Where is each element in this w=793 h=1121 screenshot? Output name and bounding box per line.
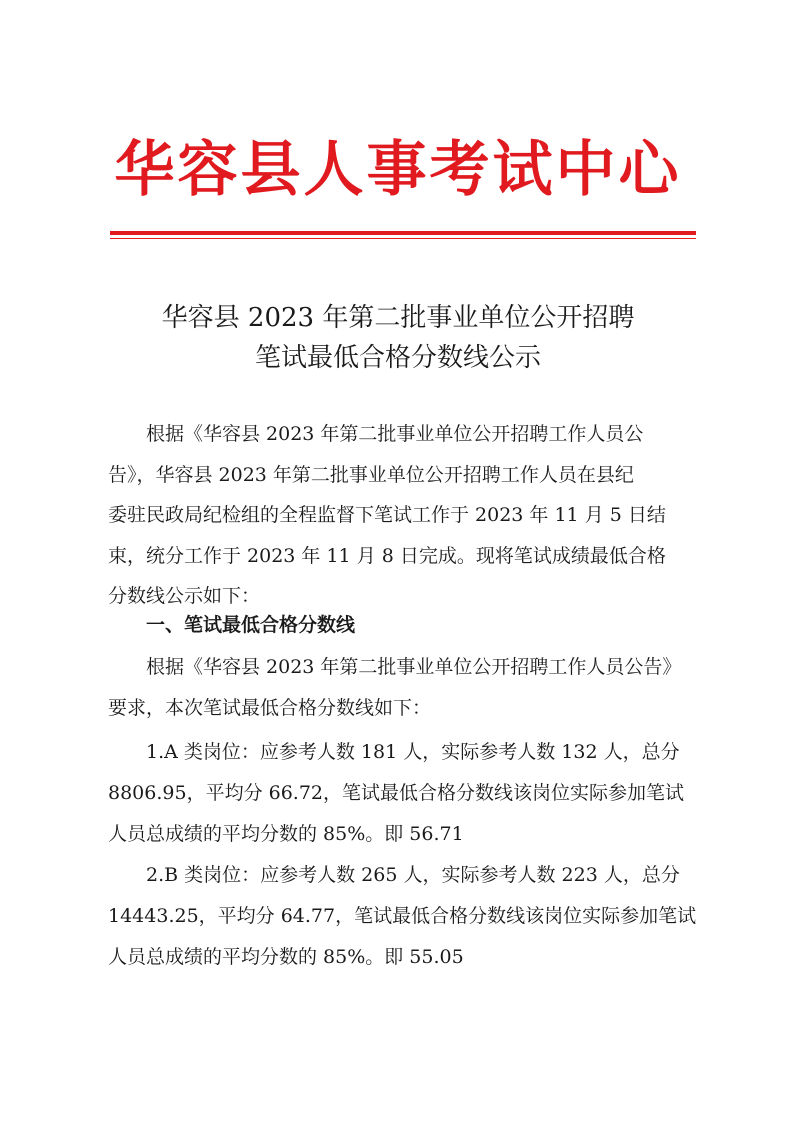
intro-line-2: 告》，华容县 2023 年第二批事业单位公开招聘工作人员在县纪 xyxy=(108,464,634,486)
letterhead-red-rule-thin xyxy=(110,238,696,239)
intro-line-5: 分数线公示如下： xyxy=(108,585,261,607)
section-1-line-2: 要求，本次笔试最低合格分数线如下： xyxy=(108,697,432,719)
document-title-line-1: 华容县 2023 年第二批事业单位公开招聘 xyxy=(161,303,635,333)
item-a-line-3: 人员总成绩的平均分数的 85%。即 56.71 xyxy=(108,823,464,845)
item-b-line-3: 人员总成绩的平均分数的 85%。即 55.05 xyxy=(108,946,464,968)
letterhead-org-name: 华容县人事考试中心 xyxy=(114,135,682,205)
letterhead-red-rule xyxy=(110,231,696,235)
intro-line-4: 束，统分工作于 2023 年 11 月 8 日完成。现将笔试成绩最低合格 xyxy=(108,545,666,567)
item-a-line-1: 1.A 类岗位：应参考人数 181 人，实际参考人数 132 人，总分 xyxy=(146,741,680,763)
intro-line-3: 委驻民政局纪检组的全程监督下笔试工作于 2023 年 11 月 5 日结 xyxy=(108,504,666,526)
document-title-line-2: 笔试最低合格分数线公示 xyxy=(254,343,541,373)
section-1-line-1: 根据《华容县 2023 年第二批事业单位公开招聘工作人员公告》 xyxy=(146,656,682,678)
item-b-line-1: 2.B 类岗位：应参考人数 265 人，实际参考人数 223 人，总分 xyxy=(146,864,680,886)
section-1-heading: 一、笔试最低合格分数线 xyxy=(146,614,356,636)
item-a-line-2: 8806.95，平均分 66.72，笔试最低合格分数线该岗位实际参加笔试 xyxy=(108,782,685,804)
intro-line-1: 根据《华容县 2023 年第二批事业单位公开招聘工作人员公 xyxy=(146,423,644,445)
item-b-line-2: 14443.25，平均分 64.77，笔试最低合格分数线该岗位实际参加笔试 xyxy=(108,905,697,927)
